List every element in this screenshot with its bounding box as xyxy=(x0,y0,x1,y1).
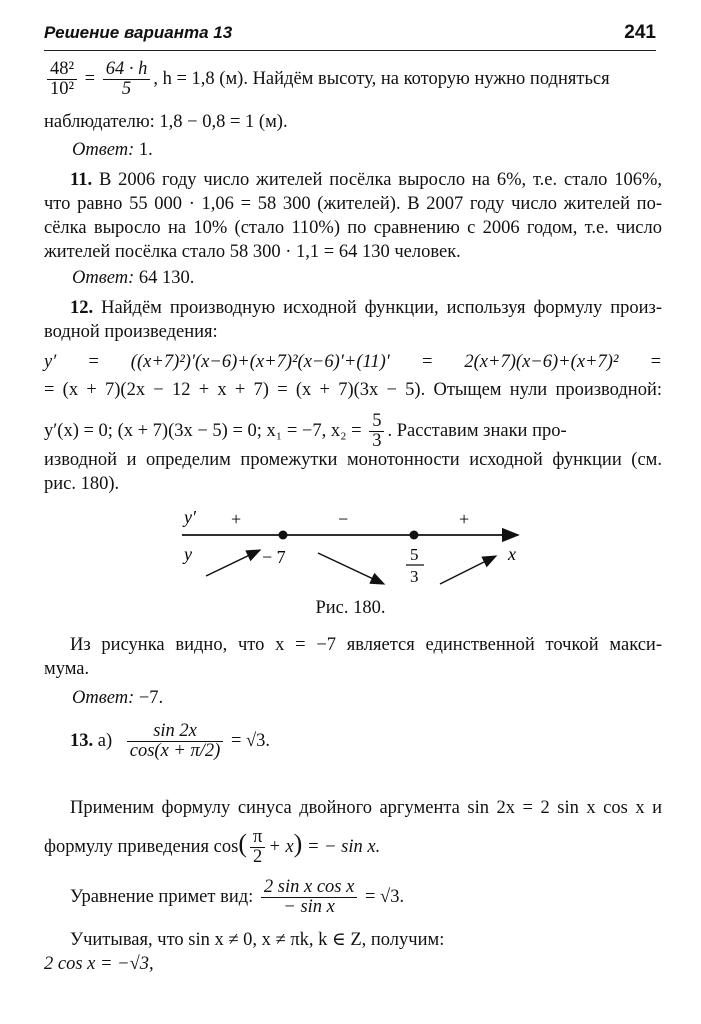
p12-line-2: водной произведения: xyxy=(44,322,218,342)
p11-answer: Ответ: 64 130. xyxy=(72,268,195,288)
p12-conclusion-line-1: Из рисунка видно, что x = −7 является единственной точкой макси- xyxy=(70,635,662,655)
page-number: 241 xyxy=(624,22,656,43)
point-label-5-num: 5 xyxy=(410,545,419,564)
critical-point-minus-7 xyxy=(279,531,288,540)
p12-zeros-line: y′(x) = 0; (x + 7)(3x − 5) = 0; x₁ = −7, x₂ = $\frac{5}{3}$ . Расставим знаки про- xyxy=(44,411,567,452)
p12-derivative-line-1: y′ = ((x+7)²)′(x−6)+(x+7)²(x−6)′+(11)′ = 2(x+7)(x−6)+(x+7)² = xyxy=(44,352,662,372)
p13-considering-line: Учитывая, что sin x ≠ 0, x ≠ πk, k ∈ Z, получим: xyxy=(70,930,445,950)
p12-derivative-line-2: = (x + 7)(2x − 12 + x + 7) = (x + 7)(3x − 5). Отыщем нули производной: xyxy=(44,380,662,400)
p11-line-4: жителей посёлка стало 58 300 · 1,1 = 64 130 человек. xyxy=(44,242,461,262)
sign-chart-figure xyxy=(0,500,701,600)
p13-equation: 13. а) $\frac{\sin 2x}{\cos(x + \pi/2)}$ = √3. xyxy=(70,721,271,762)
p12-conclusion-line-2: мума. xyxy=(44,659,90,679)
running-head: Решение варианта 13 xyxy=(44,23,233,42)
p10-equation-line: $\frac{\text{48²}}{\text{10²}}$ = $\frac{64 \cdot h}{5}$ , h = 1,8 (м). Найдём высоту, на которую нужно подняться xyxy=(44,60,662,100)
p12-line-7: рис. 180). xyxy=(44,474,120,494)
decreasing-arrow xyxy=(318,553,384,584)
p10-fraction-1: $\frac{\text{48²}}{\text{10²}}$ xyxy=(47,60,77,100)
p10-fraction-2: $\frac{64 \cdot h}{5}$ xyxy=(103,60,151,100)
critical-point-5-3 xyxy=(410,531,419,540)
sign-minus-middle: − xyxy=(338,509,349,529)
p11-line-3: сёлка выросло на 10% (стало 110%) по сравнению с 2006 годом, т.е. число xyxy=(44,218,662,238)
p13-pi-over-2: $\frac{\pi}{2}$ xyxy=(250,828,265,868)
sign-plus-left: + xyxy=(231,509,242,529)
increasing-arrow-right xyxy=(440,556,496,584)
page-header xyxy=(44,20,656,51)
p10-line-2: наблюдателю: 1,8 − 0,8 = 1 (м). xyxy=(44,112,288,132)
p11-line-1: 11. В 2006 году число жителей посёлка выросло на 6%, т.е. стало 106%, xyxy=(70,170,662,190)
p12-line-6: изводной и определим промежутки монотонности исходной функции (см. xyxy=(44,450,662,470)
p11-line-2: что равно 55 000 · 1,06 = 58 300 (жителей). В 2007 году число жителей по- xyxy=(44,194,662,214)
p13-apply-line-2: формулу приведения cos( $\frac{\pi}{2}$ + x) = − sin x. xyxy=(44,827,381,868)
increasing-arrow-left xyxy=(206,550,260,576)
p13-apply-line-1: Применим формулу синуса двойного аргумента sin 2x = 2 sin x cos x и xyxy=(70,798,662,818)
figure-caption: Рис. 180. xyxy=(315,598,386,618)
p10-answer: Ответ: 1. xyxy=(72,140,153,160)
p13-equation-view-fraction: $\frac{\text{2 sin x cos x}}{\text{− sin x}}$ xyxy=(261,878,357,918)
point-label-minus-7: − 7 xyxy=(262,547,286,567)
p12-answer: Ответ: −7. xyxy=(72,688,164,708)
p12-line-1: 12. Найдём производную исходной функции, используя формулу произ- xyxy=(70,298,662,318)
sign-plus-right: + xyxy=(459,509,470,529)
p13-fraction: $\frac{\sin 2x}{\cos(x + \pi/2)}$ xyxy=(127,722,224,762)
label-x: x xyxy=(508,544,516,564)
p12-zeros-fraction: $\frac{5}{3}$ xyxy=(369,412,384,452)
p13-equation-view: Уравнение примет вид: $\frac{\text{2 sin x cos x}}{\text{− sin x}}$ = √3. xyxy=(70,877,405,918)
p13-final-line: 2 cos x = −√3, xyxy=(44,954,154,974)
point-label-3-den: 3 xyxy=(410,567,419,586)
label-y: y xyxy=(184,544,192,564)
label-y-prime: y′ xyxy=(184,507,196,527)
